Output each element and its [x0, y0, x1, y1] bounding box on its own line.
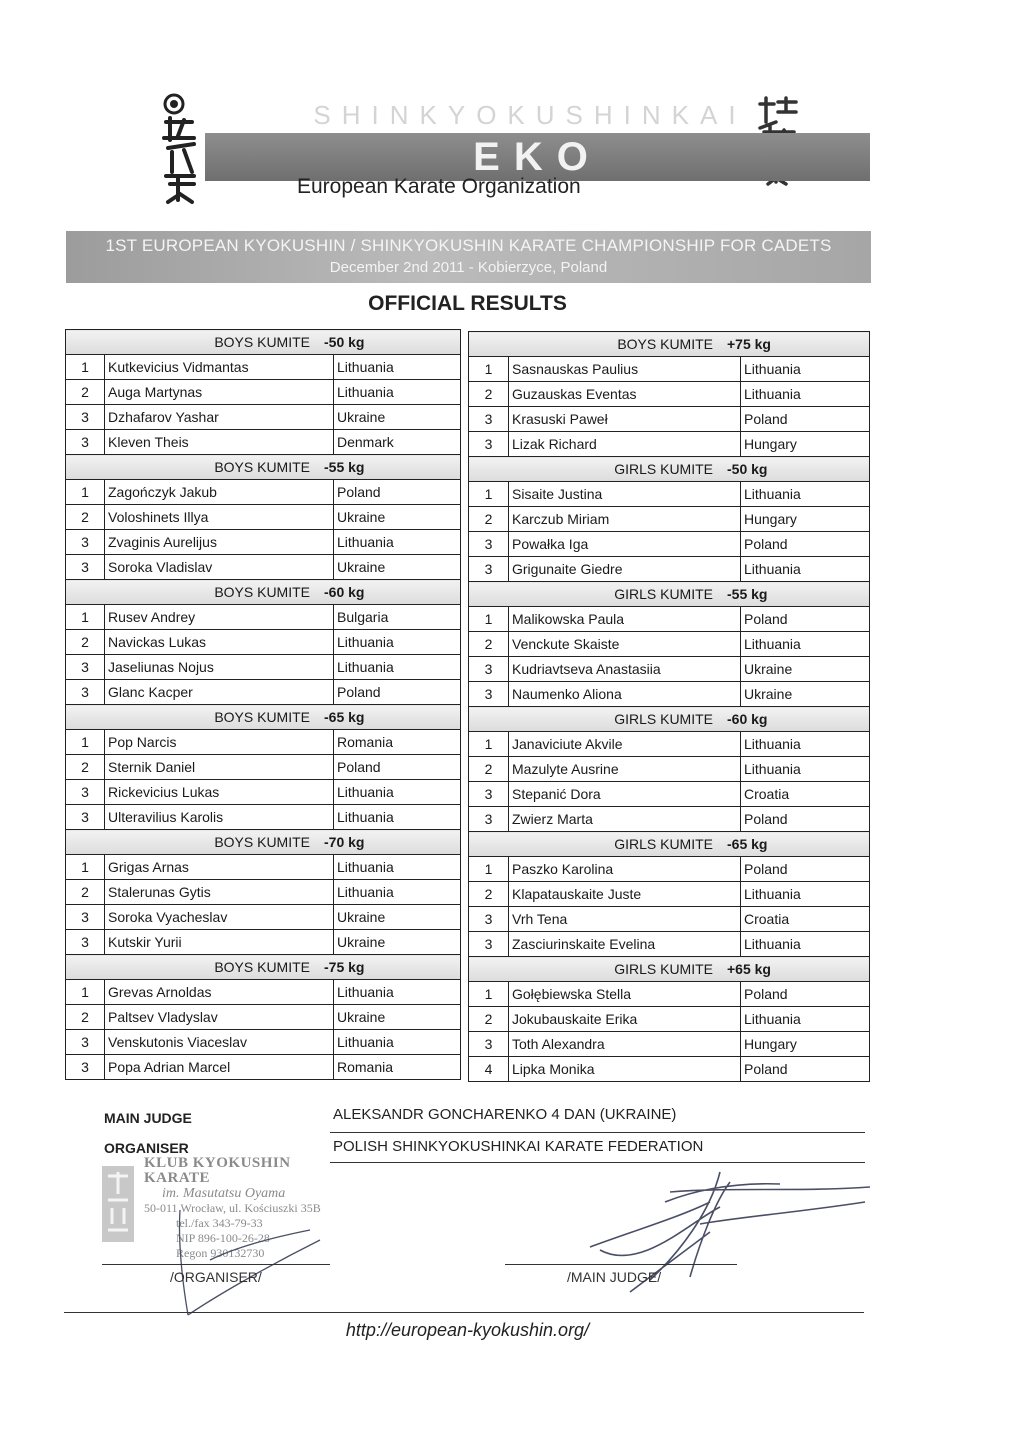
- country-cell: Ukraine: [334, 555, 461, 580]
- stamp-emblem: [100, 1164, 136, 1244]
- organiser-signature-line: [102, 1264, 330, 1265]
- result-row: [469, 1032, 870, 1057]
- place-cell: 2: [469, 882, 509, 907]
- athlete-name-cell: Lipka Monika: [509, 1057, 741, 1082]
- country-cell: Ukraine: [334, 505, 461, 530]
- category-weight: -65 kg: [324, 709, 365, 725]
- result-row: [469, 432, 870, 457]
- result-row: [66, 905, 461, 930]
- category-name: BOYS KUMITE: [214, 959, 310, 975]
- country-cell: Lithuania: [334, 880, 461, 905]
- result-row: [66, 855, 461, 880]
- place-cell: 1: [66, 730, 105, 755]
- place-cell: 3: [469, 932, 509, 957]
- category-name: BOYS KUMITE: [214, 584, 310, 600]
- category-weight: -55 kg: [727, 586, 768, 602]
- athlete-name-cell: Toth Alexandra: [509, 1032, 741, 1057]
- country-cell: Lithuania: [741, 932, 870, 957]
- category-header-cell: [469, 332, 870, 357]
- category-header-row: [66, 955, 461, 980]
- place-cell: 3: [469, 782, 509, 807]
- category-header-row: [66, 330, 461, 355]
- result-row: [469, 782, 870, 807]
- brand-text: SHINKYOKUSHINKAI: [313, 100, 747, 130]
- place-cell: 2: [469, 382, 509, 407]
- result-row: [66, 930, 461, 955]
- category-header-row: [469, 457, 870, 482]
- place-cell: 2: [469, 757, 509, 782]
- athlete-name-cell: Dzhafarov Yashar: [105, 405, 334, 430]
- result-row: [66, 1055, 461, 1080]
- country-cell: Lithuania: [334, 630, 461, 655]
- place-cell: 1: [469, 857, 509, 882]
- category-header-cell: [469, 707, 870, 732]
- country-cell: Denmark: [334, 430, 461, 455]
- result-row: [66, 755, 461, 780]
- athlete-name-cell: Mazulyte Ausrine: [509, 757, 741, 782]
- result-row: [469, 482, 870, 507]
- athlete-name-cell: Sasnauskas Paulius: [509, 357, 741, 382]
- place-cell: 1: [469, 357, 509, 382]
- result-row: [469, 907, 870, 932]
- result-row: [66, 405, 461, 430]
- result-row: [66, 730, 461, 755]
- country-cell: Hungary: [741, 432, 870, 457]
- place-cell: 1: [66, 355, 105, 380]
- category-weight: -60 kg: [727, 711, 768, 727]
- result-row: [469, 557, 870, 582]
- category-header-row: [469, 707, 870, 732]
- place-cell: 1: [469, 607, 509, 632]
- main-judge-line: [330, 1132, 865, 1133]
- main-judge-value: ALEKSANDR GONCHARENKO 4 DAN (UKRAINE): [333, 1106, 677, 1123]
- athlete-name-cell: Auga Martynas: [105, 380, 334, 405]
- athlete-name-cell: Kutskir Yurii: [105, 930, 334, 955]
- judge-signature-line: [505, 1264, 737, 1265]
- athlete-name-cell: Stalerunas Gytis: [105, 880, 334, 905]
- place-cell: 2: [66, 1005, 105, 1030]
- category-name: BOYS KUMITE: [617, 336, 713, 352]
- country-cell: Ukraine: [741, 682, 870, 707]
- athlete-name-cell: Powałka Iga: [509, 532, 741, 557]
- category-header-row: [66, 705, 461, 730]
- result-row: [66, 480, 461, 505]
- category-header-row: [469, 832, 870, 857]
- results-title: OFFICIAL RESULTS: [368, 292, 567, 315]
- result-row: [66, 980, 461, 1005]
- category-name: BOYS KUMITE: [214, 834, 310, 850]
- stamp-line-4: tel./fax 343-79-33: [176, 1216, 263, 1230]
- place-cell: 2: [66, 380, 105, 405]
- country-cell: Lithuania: [334, 980, 461, 1005]
- country-cell: Lithuania: [334, 530, 461, 555]
- category-header-row: [469, 957, 870, 982]
- result-row: [469, 632, 870, 657]
- result-row: [469, 682, 870, 707]
- place-cell: 2: [66, 880, 105, 905]
- athlete-name-cell: Rusev Andrey: [105, 605, 334, 630]
- organiser-value: POLISH SHINKYOKUSHINKAI KARATE FEDERATION: [333, 1138, 704, 1155]
- result-row: [469, 407, 870, 432]
- organiser-label: ORGANISER: [104, 1140, 189, 1156]
- place-cell: 1: [66, 855, 105, 880]
- athlete-name-cell: Krasuski Paweł: [509, 407, 741, 432]
- result-row: [469, 507, 870, 532]
- stamp-line-6: Regon 930132730: [176, 1246, 265, 1260]
- category-header-cell: [469, 957, 870, 982]
- place-cell: 3: [66, 780, 105, 805]
- category-name: GIRLS KUMITE: [614, 711, 713, 727]
- category-name: GIRLS KUMITE: [614, 836, 713, 852]
- athlete-name-cell: Jokubauskaite Erika: [509, 1007, 741, 1032]
- place-cell: 1: [66, 480, 105, 505]
- main-judge-label: MAIN JUDGE: [104, 1110, 192, 1126]
- category-name: BOYS KUMITE: [214, 334, 310, 350]
- category-header-row: [66, 580, 461, 605]
- place-cell: 3: [66, 1055, 105, 1080]
- category-weight: +65 kg: [727, 961, 771, 977]
- result-row: [66, 655, 461, 680]
- country-cell: Poland: [741, 1057, 870, 1082]
- athlete-name-cell: Sisaite Justina: [509, 482, 741, 507]
- result-row: [469, 1057, 870, 1082]
- athlete-name-cell: Soroka Vyacheslav: [105, 905, 334, 930]
- category-header-row: [66, 455, 461, 480]
- place-cell: 2: [66, 505, 105, 530]
- result-row: [66, 430, 461, 455]
- country-cell: Lithuania: [334, 355, 461, 380]
- place-cell: 3: [469, 532, 509, 557]
- place-cell: 3: [66, 655, 105, 680]
- country-cell: Hungary: [741, 1032, 870, 1057]
- place-cell: 3: [66, 805, 105, 830]
- category-header-cell: [66, 455, 461, 480]
- category-name: BOYS KUMITE: [214, 459, 310, 475]
- place-cell: 3: [66, 405, 105, 430]
- stamp-line-5: NIP 896-100-26-28: [176, 1231, 270, 1245]
- result-row: [66, 805, 461, 830]
- athlete-name-cell: Kudriavtseva Anastasiia: [509, 657, 741, 682]
- result-row: [66, 605, 461, 630]
- athlete-name-cell: Karczub Miriam: [509, 507, 741, 532]
- athlete-name-cell: Ulteravilius Karolis: [105, 805, 334, 830]
- result-row: [469, 857, 870, 882]
- place-cell: 3: [66, 905, 105, 930]
- eko-logo-bar: [205, 133, 870, 181]
- athlete-name-cell: Grigunaite Giedre: [509, 557, 741, 582]
- country-cell: Lithuania: [334, 855, 461, 880]
- athlete-name-cell: Grevas Arnoldas: [105, 980, 334, 1005]
- athlete-name-cell: Zagończyk Jakub: [105, 480, 334, 505]
- place-cell: 3: [66, 555, 105, 580]
- country-cell: Poland: [741, 982, 870, 1007]
- athlete-name-cell: Sternik Daniel: [105, 755, 334, 780]
- athlete-name-cell: Stepanić Dora: [509, 782, 741, 807]
- kanji-emblem-left: [160, 92, 204, 212]
- result-row: [66, 555, 461, 580]
- result-row: [66, 1030, 461, 1055]
- country-cell: Lithuania: [334, 805, 461, 830]
- country-cell: Poland: [334, 480, 461, 505]
- athlete-name-cell: Gołębiewska Stella: [509, 982, 741, 1007]
- result-row: [469, 732, 870, 757]
- result-row: [469, 657, 870, 682]
- place-cell: 1: [469, 482, 509, 507]
- place-cell: 2: [66, 630, 105, 655]
- category-weight: +75 kg: [727, 336, 771, 352]
- place-cell: 1: [66, 980, 105, 1005]
- category-header-cell: [469, 582, 870, 607]
- country-cell: Lithuania: [741, 882, 870, 907]
- country-cell: Lithuania: [741, 382, 870, 407]
- result-row: [469, 1007, 870, 1032]
- athlete-name-cell: Popa Adrian Marcel: [105, 1055, 334, 1080]
- organiser-signature: [170, 1200, 330, 1320]
- athlete-name-cell: Pop Narcis: [105, 730, 334, 755]
- country-cell: Poland: [741, 407, 870, 432]
- judge-signature-caption: /MAIN JUDGE/: [567, 1269, 662, 1285]
- result-row: [66, 530, 461, 555]
- athlete-name-cell: Vrh Tena: [509, 907, 741, 932]
- athlete-name-cell: Paszko Karolina: [509, 857, 741, 882]
- event-banner: [66, 231, 871, 283]
- country-cell: Poland: [741, 857, 870, 882]
- place-cell: 3: [469, 682, 509, 707]
- athlete-name-cell: Lizak Richard: [509, 432, 741, 457]
- category-header-row: [469, 582, 870, 607]
- result-row: [469, 882, 870, 907]
- category-name: BOYS KUMITE: [214, 709, 310, 725]
- result-row: [469, 357, 870, 382]
- country-cell: Ukraine: [741, 657, 870, 682]
- place-cell: 1: [469, 982, 509, 1007]
- category-header-cell: [66, 330, 461, 355]
- country-cell: Croatia: [741, 907, 870, 932]
- result-row: [469, 807, 870, 832]
- stamp-line-1: KLUB KYOKUSHIN KARATE: [144, 1155, 291, 1186]
- country-cell: Lithuania: [741, 757, 870, 782]
- result-row: [469, 932, 870, 957]
- place-cell: 2: [469, 1007, 509, 1032]
- country-cell: Ukraine: [334, 405, 461, 430]
- country-cell: Lithuania: [334, 780, 461, 805]
- category-weight: -55 kg: [324, 459, 365, 475]
- category-name: GIRLS KUMITE: [614, 961, 713, 977]
- category-weight: -50 kg: [324, 334, 365, 350]
- athlete-name-cell: Naumenko Aliona: [509, 682, 741, 707]
- athlete-name-cell: Paltsev Vladyslav: [105, 1005, 334, 1030]
- athlete-name-cell: Zwierz Marta: [509, 807, 741, 832]
- footer-divider: [64, 1312, 864, 1313]
- website-url: http://european-kyokushin.org/: [345, 1320, 590, 1340]
- country-cell: Lithuania: [741, 632, 870, 657]
- result-row: [66, 505, 461, 530]
- athlete-name-cell: Rickevicius Lukas: [105, 780, 334, 805]
- athlete-name-cell: Grigas Arnas: [105, 855, 334, 880]
- category-weight: -70 kg: [324, 834, 365, 850]
- result-row: [66, 1005, 461, 1030]
- athlete-name-cell: Zasciurinskaite Evelina: [509, 932, 741, 957]
- place-cell: 1: [66, 605, 105, 630]
- place-cell: 1: [469, 732, 509, 757]
- athlete-name-cell: Venckute Skaiste: [509, 632, 741, 657]
- place-cell: 3: [469, 807, 509, 832]
- result-row: [469, 607, 870, 632]
- place-cell: 3: [469, 907, 509, 932]
- country-cell: Bulgaria: [334, 605, 461, 630]
- country-cell: Lithuania: [334, 655, 461, 680]
- country-cell: Poland: [741, 807, 870, 832]
- category-header-cell: [66, 705, 461, 730]
- athlete-name-cell: Jaseliunas Nojus: [105, 655, 334, 680]
- event-title: 1ST EUROPEAN KYOKUSHIN / SHINKYOKUSHIN KARATE CHAMPIONSHIP FOR CADETS: [105, 236, 832, 255]
- result-row: [469, 982, 870, 1007]
- category-weight: -65 kg: [727, 836, 768, 852]
- athlete-name-cell: Soroka Vladislav: [105, 555, 334, 580]
- category-weight: -60 kg: [324, 584, 365, 600]
- country-cell: Poland: [741, 607, 870, 632]
- athlete-name-cell: Janaviciute Akvile: [509, 732, 741, 757]
- category-header-cell: [66, 580, 461, 605]
- country-cell: Ukraine: [334, 1005, 461, 1030]
- country-cell: Ukraine: [334, 930, 461, 955]
- country-cell: Romania: [334, 730, 461, 755]
- country-cell: Hungary: [741, 507, 870, 532]
- country-cell: Lithuania: [741, 357, 870, 382]
- category-header-cell: [66, 955, 461, 980]
- athlete-name-cell: Kutkevicius Vidmantas: [105, 355, 334, 380]
- place-cell: 2: [66, 755, 105, 780]
- result-row: [66, 355, 461, 380]
- category-header-row: [66, 830, 461, 855]
- result-row: [469, 382, 870, 407]
- result-row: [66, 780, 461, 805]
- athlete-name-cell: Voloshinets Illya: [105, 505, 334, 530]
- results-table-left: [65, 329, 461, 1080]
- result-row: [66, 880, 461, 905]
- athlete-name-cell: Venskutonis Viaceslav: [105, 1030, 334, 1055]
- place-cell: 3: [469, 1032, 509, 1057]
- place-cell: 3: [469, 407, 509, 432]
- category-weight: -50 kg: [727, 461, 768, 477]
- stamp-line-3: 50-011 Wrocław, ul. Kościuszki 35B: [144, 1201, 321, 1215]
- result-row: [66, 380, 461, 405]
- place-cell: 3: [66, 530, 105, 555]
- place-cell: 3: [66, 680, 105, 705]
- country-cell: Croatia: [741, 782, 870, 807]
- category-header-cell: [66, 830, 461, 855]
- category-name: GIRLS KUMITE: [614, 586, 713, 602]
- place-cell: 4: [469, 1057, 509, 1082]
- country-cell: Poland: [334, 680, 461, 705]
- country-cell: Lithuania: [741, 732, 870, 757]
- place-cell: 3: [66, 1030, 105, 1055]
- country-cell: Romania: [334, 1055, 461, 1080]
- category-header-cell: [469, 457, 870, 482]
- place-cell: 3: [66, 930, 105, 955]
- athlete-name-cell: Klapatauskaite Juste: [509, 882, 741, 907]
- country-cell: Ukraine: [334, 905, 461, 930]
- athlete-name-cell: Malikowska Paula: [509, 607, 741, 632]
- main-judge-signature: [570, 1162, 870, 1312]
- country-cell: Lithuania: [741, 557, 870, 582]
- country-cell: Poland: [334, 755, 461, 780]
- country-cell: Lithuania: [741, 482, 870, 507]
- category-header-row: [469, 332, 870, 357]
- place-cell: 3: [469, 657, 509, 682]
- athlete-name-cell: Kleven Theis: [105, 430, 334, 455]
- stamp-line-2: im. Masutatsu Oyama: [162, 1186, 286, 1201]
- result-row: [66, 630, 461, 655]
- place-cell: 2: [469, 507, 509, 532]
- eko-logo-text: EKO: [473, 135, 602, 179]
- athlete-name-cell: Guzauskas Eventas: [509, 382, 741, 407]
- country-cell: Lithuania: [334, 380, 461, 405]
- category-weight: -75 kg: [324, 959, 365, 975]
- athlete-name-cell: Glanc Kacper: [105, 680, 334, 705]
- category-header-cell: [469, 832, 870, 857]
- place-cell: 3: [469, 557, 509, 582]
- place-cell: 2: [469, 632, 509, 657]
- results-table-right: [468, 331, 870, 1082]
- event-subtitle: December 2nd 2011 - Kobierzyce, Poland: [329, 259, 608, 276]
- athlete-name-cell: Navickas Lukas: [105, 630, 334, 655]
- organiser-signature-caption: /ORGANISER/: [170, 1269, 262, 1285]
- athlete-name-cell: Zvaginis Aurelijus: [105, 530, 334, 555]
- result-row: [469, 757, 870, 782]
- place-cell: 3: [66, 430, 105, 455]
- category-name: GIRLS KUMITE: [614, 461, 713, 477]
- organization-name: European Karate Organization: [297, 175, 581, 198]
- country-cell: Lithuania: [741, 1007, 870, 1032]
- result-row: [66, 680, 461, 705]
- country-cell: Poland: [741, 532, 870, 557]
- place-cell: 3: [469, 432, 509, 457]
- result-row: [469, 532, 870, 557]
- country-cell: Lithuania: [334, 1030, 461, 1055]
